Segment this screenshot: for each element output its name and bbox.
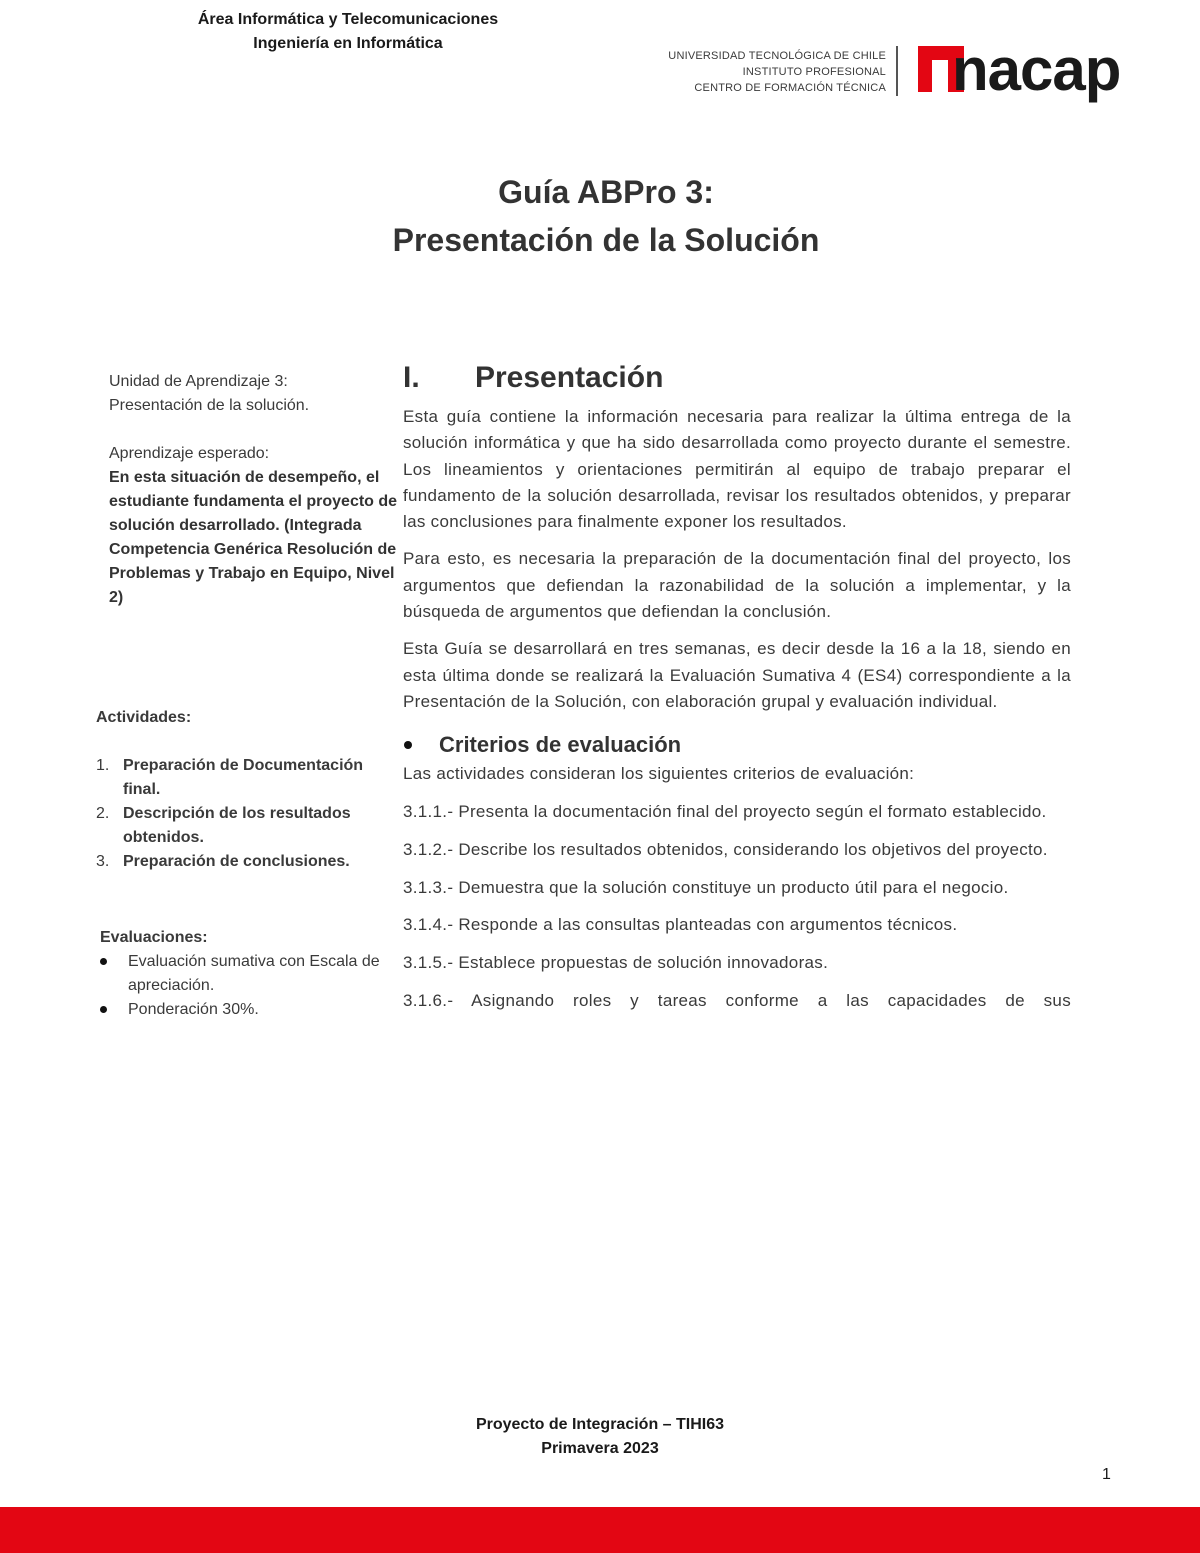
page-number: 1 [1102, 1466, 1111, 1483]
criteria-title: Criterios de evaluación [439, 732, 682, 758]
paragraph: Para esto, es necesaria la preparación de la documentación final del proyecto, los argumentos que defiendan la razonabilidad de la solución a implementar, y la búsqueda de argumentos que defiendan la conclusión. [403, 549, 1071, 622]
bullet-icon [404, 741, 412, 749]
document-title [0, 168, 1200, 264]
paragraph: Esta guía contiene la información necesaria para realizar la última entrega de la solución informática y que ha sido desarrollada como proyecto durante el semestre. Los lineamientos y orientaciones permitirán al equipo de trabajo preparar el fundamento de la solución desarrollada, revisar los resultados obtenidos, y preparar las conclusiones para finalmente exponer los resultados. [403, 407, 1071, 532]
course-name: Proyecto de Integración – TIHI63 [475, 1416, 725, 1433]
footer-brand-bar [0, 1507, 1200, 1553]
list-item [96, 754, 386, 802]
learning-unit-label: Unidad de Aprendizaje 3: [109, 373, 288, 390]
criterion-item: 3.1.5.- Establece propuestas de solución innovadoras. [403, 953, 829, 973]
evaluations-list [100, 950, 390, 1022]
activity-number: 2. [96, 805, 110, 822]
term: Primavera 2023 [541, 1440, 659, 1457]
logo-separator [896, 46, 898, 96]
activity-text: Preparación de Documentación final. [123, 757, 364, 798]
criterion-item: 3.1.2.- Describe los resultados obtenidos, considerando los objetivos del proyecto. [403, 839, 1048, 859]
logo-line-institute: INSTITUTO PROFESIONAL [742, 66, 886, 78]
logo-wordmark: nacap [952, 36, 1121, 103]
activity-text: Descripción de los resultados obtenidos. [123, 805, 351, 846]
expected-learning-label: Aprendizaje esperado: [109, 445, 270, 462]
department-name: Área Informática y Telecomunicaciones [197, 11, 499, 28]
activity-text: Preparación de conclusiones. [123, 853, 350, 870]
activity-number: 1. [96, 757, 110, 774]
activities-list [96, 754, 386, 874]
inacap-logo [640, 36, 1140, 108]
activities-title: Actividades: [96, 709, 192, 726]
activity-number: 3. [96, 853, 110, 870]
section-title: Presentación [475, 361, 664, 394]
section-heading [403, 356, 1071, 400]
list-item [100, 998, 390, 1022]
learning-unit-value: Presentación de la solución. [109, 397, 310, 414]
section-number: I. [403, 361, 420, 394]
criteria-intro: Las actividades consideran los siguientes criterios de evaluación: [403, 764, 915, 784]
paragraph: Esta Guía se desarrollará en tres semanas, es decir desde la 16 a la 18, siendo en esta última donde se realizará la Evaluación Sumativa 4 (ES4) correspondiente a la Presentación de la Solución, con elaboración grupal y evaluación individual. [403, 639, 1071, 711]
title-line-1: Guía ABPro 3: [498, 174, 714, 210]
title-line-2: Presentación de la Solución [392, 222, 820, 258]
evaluations-title: Evaluaciones: [100, 929, 208, 946]
criterion-item: 3.1.6.- Asignando roles y tareas conforme a las capacidades de sus [403, 991, 1071, 1011]
header-department [130, 8, 566, 56]
evaluation-text: Evaluación sumativa con Escala de apreciación. [128, 953, 380, 994]
bullet-icon [100, 958, 107, 965]
bullet-icon [100, 1006, 107, 1013]
logo-line-university: UNIVERSIDAD TECNOLÓGICA DE CHILE [668, 50, 886, 62]
criterion-item: 3.1.1.- Presenta la documentación final del proyecto según el formato establecido. [403, 802, 1047, 822]
list-item [96, 850, 386, 874]
expected-learning-text: En esta situación de desempeño, el estudiante fundamenta el proyecto de solución desarrollado. (Integrada Competencia Genérica Resolución de Problemas y Trabajo en Equipo, Nivel 2) [109, 469, 398, 606]
page-footer [0, 1413, 1200, 1461]
list-item [96, 802, 386, 850]
main-content [403, 356, 1071, 1026]
evaluation-text: Ponderación 30%. [128, 1001, 259, 1018]
expected-learning [109, 442, 399, 610]
logo-line-cft: CENTRO DE FORMACIÓN TÉCNICA [694, 82, 886, 94]
list-item [100, 950, 390, 998]
learning-unit [109, 370, 399, 418]
logo-institution-lines [668, 48, 886, 96]
inacap-i-mark-cutout [932, 60, 948, 92]
criterion-item: 3.1.4.- Responde a las consultas planteadas con argumentos técnicos. [403, 915, 958, 935]
program-name: Ingeniería en Informática [253, 35, 443, 52]
criteria-heading [403, 729, 1071, 761]
criterion-item: 3.1.3.- Demuestra que la solución constituye un producto útil para el negocio. [403, 877, 1009, 897]
